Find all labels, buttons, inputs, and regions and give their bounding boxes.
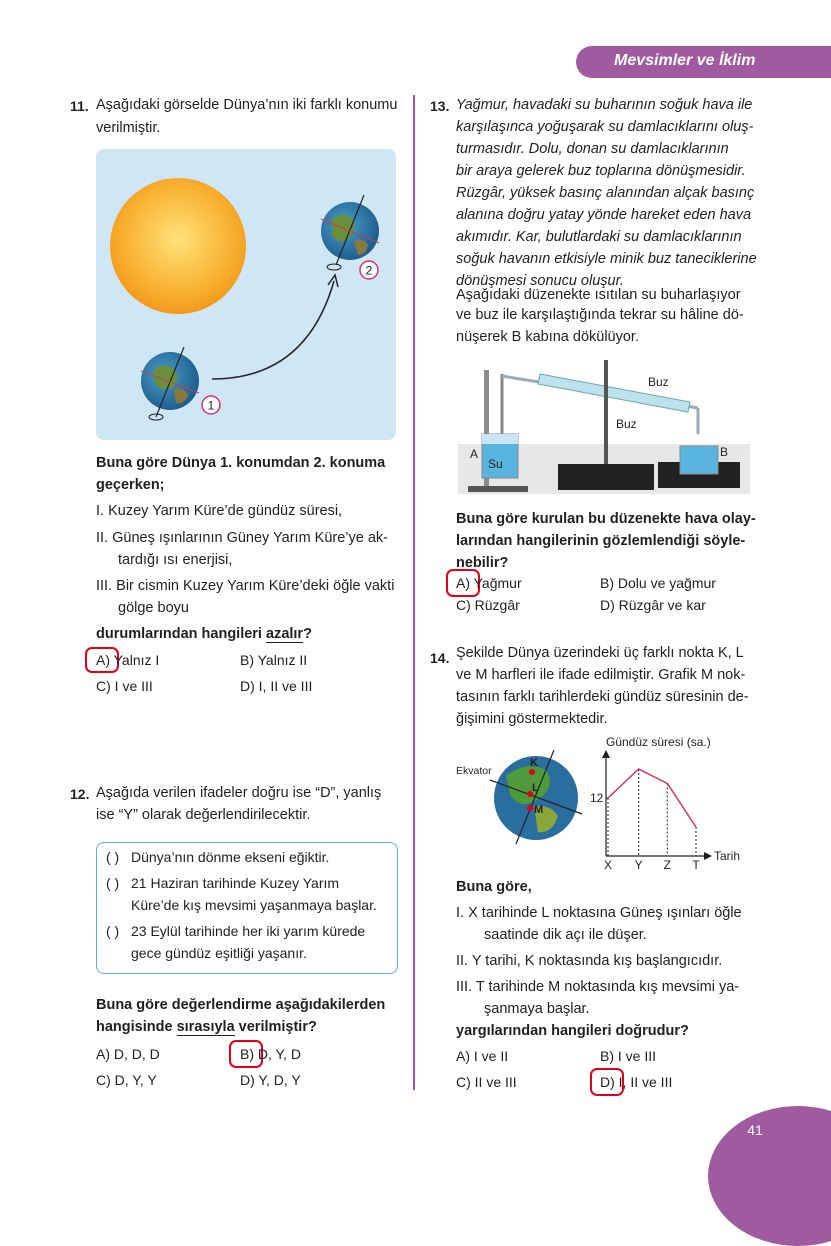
- page-number: 41: [747, 1122, 763, 1138]
- xtick-T: T: [692, 858, 700, 872]
- q14-statement-2: II. Y tarihi, K noktasında kış başlangıcıdır.: [456, 953, 723, 969]
- q14-option-d[interactable]: D) I, II ve III: [600, 1074, 673, 1090]
- tf-statement-2a: 21 Haziran tarihinde Kuzey Yarım: [131, 875, 340, 891]
- q11-option-a[interactable]: A) Yalnız I: [96, 652, 160, 668]
- q14-option-b[interactable]: B) I ve III: [600, 1048, 657, 1064]
- buz-label-top: Buz: [648, 375, 669, 389]
- keyword-azalir: azalır: [266, 626, 304, 642]
- q11-option-b[interactable]: B) Yalnız II: [240, 652, 308, 668]
- q11-lead-1: Buna göre Dünya 1. konumdan 2. konuma: [96, 455, 386, 471]
- q12-option-b[interactable]: B) D, Y, D: [240, 1046, 301, 1062]
- m-label: M: [534, 804, 544, 816]
- q11-stem-1: Aşağıdaki görselde Dünya’nın iki farklı konumu: [96, 97, 398, 113]
- q13-number: 13.: [430, 98, 450, 114]
- q11-statement-2b: tardığı ısı enerjisi,: [118, 552, 233, 568]
- q14-statement-3b: şanmaya başlar.: [484, 1001, 590, 1017]
- q13-lead-1: Buna göre kurulan bu düzenekte hava olay-: [456, 511, 756, 527]
- q14-globe-figure: [456, 736, 586, 852]
- su-label: Su: [488, 457, 503, 471]
- q14-stem-1: Şekilde Dünya üzerindeki üç farklı nokta K, L: [456, 645, 744, 661]
- xtick-Z: Z: [663, 858, 672, 872]
- q14-statement-3a: III. T tarihinde M noktasında kış mevsimi ya-: [456, 979, 740, 995]
- xtick-X: X: [603, 858, 613, 872]
- q12-lead-1: Buna göre değerlendirme aşağıdakilerden: [96, 997, 386, 1013]
- sun-icon: [110, 178, 246, 314]
- q12-stem-1: Aşağıda verilen ifadeler doğru ise “D”, yanlış: [96, 785, 382, 801]
- tf-paren-1[interactable]: ( ): [106, 849, 120, 865]
- q13-italic-5: Rüzgâr, yüksek basınç alanından alçak basınç: [456, 185, 755, 201]
- tf-paren-3[interactable]: ( ): [106, 923, 120, 939]
- chart-ylabel: Gündüz süresi (sa.): [606, 735, 711, 749]
- q14-number: 14.: [430, 650, 450, 666]
- chart-xlabel: Tarih: [714, 849, 741, 863]
- q11-stem-2: verilmiştir.: [96, 120, 161, 136]
- tf-statement-1: Dünya’nın dönme ekseni eğiktir.: [131, 849, 330, 865]
- q13-italic-7: akımıdır. Kar, bulutlardaki su damlacıklarının: [456, 229, 742, 245]
- q13-italic-3: turmasıdır. Dolu, donan su damlacıklarının: [456, 141, 729, 157]
- q11-option-d[interactable]: D) I, II ve III: [240, 678, 313, 694]
- keyword-sirasiyla: sırasıyla: [176, 1019, 235, 1035]
- q13-italic-6: alanına doğru yatay yönde hareket eden hava: [456, 207, 752, 223]
- q11-number: 11.: [70, 98, 89, 114]
- q14-option-a[interactable]: A) I ve II: [456, 1048, 509, 1064]
- q13-italic-1: Yağmur, havadaki su buharının soğuk hava ile: [456, 97, 753, 113]
- beaker-b: [680, 446, 718, 474]
- q13-lead-3: nebilir?: [456, 555, 509, 571]
- q13-lead-2: larından hangilerinin gözlemlendiği söyle-: [456, 533, 746, 549]
- position-1-label: 1: [207, 398, 215, 413]
- chapter-title: Mevsimler ve İklim: [614, 52, 756, 69]
- l-label: L: [532, 782, 539, 794]
- q12-stem-2: ise “Y” olarak değerlendirilecektir.: [96, 807, 311, 823]
- tf-statement-3a: 23 Eylül tarihinde her iki yarım kürede: [131, 923, 366, 939]
- q14-stem-2: ve M harfleri ile ifade edilmiştir. Grafik M nok-: [456, 667, 746, 683]
- q12-number: 12.: [70, 786, 90, 802]
- q13-italic-9: dönüşmesi sonucu oluşur.: [456, 273, 624, 289]
- q12-lead-2: hangisinde sırasıyla verilmiştir?: [96, 1019, 317, 1035]
- q13-italic-2: karşılaşınca yoğuşarak su damlacıklarını oluş-: [456, 119, 754, 135]
- q11-lead-2: geçerken;: [96, 477, 165, 493]
- q13-italic-8: soğuk havanın etkisiyle minik buz taneciklerine: [456, 251, 757, 267]
- daylength-chart: [586, 732, 756, 872]
- q11-statement-3b: gölge boyu: [118, 600, 189, 616]
- tf-statement-3b: gece gündüz eşitliği yaşanır.: [131, 945, 307, 961]
- q13-plain-3: nüşerek B kabına dökülüyor.: [456, 329, 639, 345]
- q11-figure: [96, 149, 396, 440]
- ekvator-label: Ekvator: [456, 765, 492, 777]
- q11-statement-1: I. Kuzey Yarım Küre’de gündüz süresi,: [96, 503, 343, 519]
- q11-statement-3a: III. Bir cismin Kuzey Yarım Küre’deki öğle vakti: [96, 578, 395, 594]
- q14-lead: Buna göre,: [456, 879, 532, 895]
- q13-option-a[interactable]: A) Yağmur: [456, 575, 522, 591]
- q13-plain-2: ve buz ile karşılaştığında tekrar su hâline dö-: [456, 307, 744, 323]
- q13-plain-1: Aşağıdaki düzenekte ısıtılan su buharlaşıyor: [456, 287, 741, 303]
- position-2-label: 2: [365, 263, 373, 278]
- q13-italic-4: bir araya gelerek buz toplarına dönüşmesidir.: [456, 163, 746, 179]
- q14-tail: yargılarından hangileri doğrudur?: [456, 1023, 689, 1039]
- tf-paren-2[interactable]: ( ): [106, 875, 120, 891]
- ytick-12: 12: [590, 791, 604, 805]
- q14-option-c[interactable]: C) II ve III: [456, 1074, 517, 1090]
- tf-statement-2b: Küre’de kış mevsimi yaşanmaya başlar.: [131, 897, 377, 913]
- q14-stem-3: tasının farklı tarihlerdeki gündüz süresinin de-: [456, 689, 749, 705]
- label-b: B: [720, 445, 729, 459]
- point-k: [529, 769, 535, 775]
- q13-option-b[interactable]: B) Dolu ve yağmur: [600, 575, 716, 591]
- q12-option-d[interactable]: D) Y, D, Y: [240, 1072, 301, 1088]
- q11-statement-2a: II. Güneş ışınlarının Güney Yarım Küre’ye ak-: [96, 530, 389, 546]
- column-divider: [413, 95, 415, 1090]
- q13-apparatus-figure: [458, 356, 750, 498]
- q13-option-c[interactable]: C) Rüzgâr: [456, 597, 520, 613]
- daylength-line: [608, 769, 696, 827]
- xtick-Y: Y: [634, 858, 643, 872]
- q11-option-c[interactable]: C) I ve III: [96, 678, 153, 694]
- label-a: A: [470, 447, 479, 461]
- q14-statement-1a: I. X tarihinde L noktasına Güneş ışınları öğle: [456, 905, 742, 921]
- q14-statement-1b: saatinde dik açı ile düşer.: [484, 927, 647, 943]
- q14-stem-4: ğişimini göstermektedir.: [456, 711, 608, 727]
- q11-tail: durumlarından hangileri azalır?: [96, 626, 312, 642]
- buz-label-bottom: Buz: [616, 417, 637, 431]
- point-m: [527, 805, 533, 811]
- q12-option-a[interactable]: A) D, D, D: [96, 1046, 160, 1062]
- k-label: K: [530, 757, 538, 769]
- q12-option-c[interactable]: C) D, Y, Y: [96, 1072, 157, 1088]
- q13-option-d[interactable]: D) Rüzgâr ve kar: [600, 597, 706, 613]
